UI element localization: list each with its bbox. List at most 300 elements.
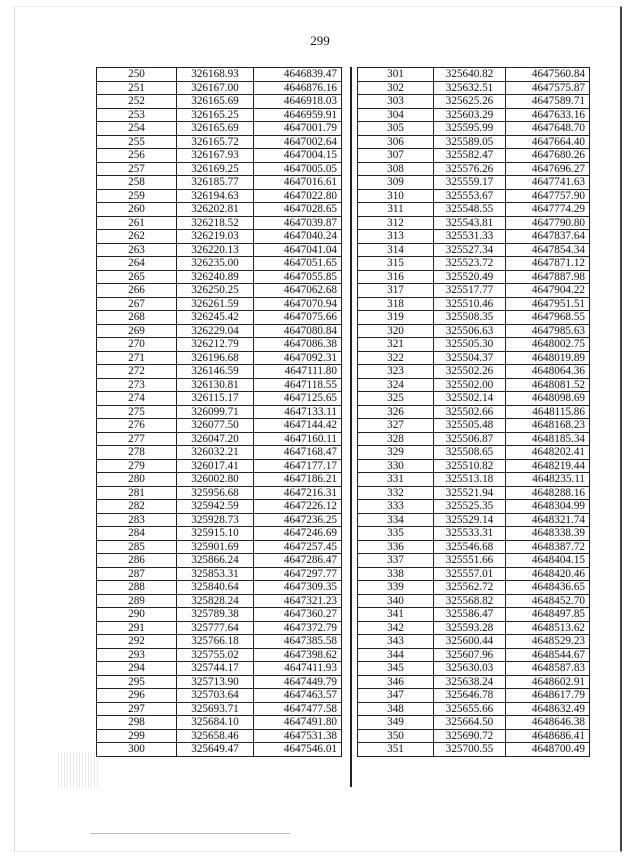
point-number-cell: 332 bbox=[358, 486, 434, 500]
table-row bbox=[358, 689, 590, 703]
table-row bbox=[97, 243, 342, 257]
y-coordinate-cell: 4647648.70 bbox=[506, 122, 590, 136]
x-coordinate-cell: 326235.00 bbox=[177, 257, 254, 271]
x-coordinate-cell: 326130.81 bbox=[177, 378, 254, 392]
y-coordinate-cell: 4647477.58 bbox=[254, 702, 342, 716]
x-coordinate-cell: 326099.71 bbox=[177, 405, 254, 419]
table-row bbox=[358, 567, 590, 581]
y-coordinate-cell: 4647075.66 bbox=[254, 311, 342, 325]
point-number-cell: 330 bbox=[358, 459, 434, 473]
y-coordinate-cell: 4648321.74 bbox=[506, 513, 590, 527]
table-row bbox=[97, 230, 342, 244]
table-row bbox=[358, 486, 590, 500]
point-number-cell: 278 bbox=[97, 446, 177, 460]
table-row bbox=[358, 675, 590, 689]
table-row bbox=[97, 486, 342, 500]
x-coordinate-cell: 325600.44 bbox=[434, 635, 506, 649]
table-row bbox=[97, 297, 342, 311]
x-coordinate-cell: 326169.25 bbox=[177, 162, 254, 176]
x-coordinate-cell: 325649.47 bbox=[177, 743, 254, 757]
point-number-cell: 338 bbox=[358, 567, 434, 581]
y-coordinate-cell: 4648686.41 bbox=[506, 729, 590, 743]
point-number-cell: 315 bbox=[358, 257, 434, 271]
point-number-cell: 267 bbox=[97, 297, 177, 311]
point-number-cell: 339 bbox=[358, 581, 434, 595]
point-number-cell: 337 bbox=[358, 554, 434, 568]
y-coordinate-cell: 4648115.86 bbox=[506, 405, 590, 419]
y-coordinate-cell: 4647118.55 bbox=[254, 378, 342, 392]
y-coordinate-cell: 4646839.47 bbox=[254, 68, 342, 82]
table-row bbox=[97, 135, 342, 149]
x-coordinate-cell: 326146.59 bbox=[177, 365, 254, 379]
table-row bbox=[97, 689, 342, 703]
table-row bbox=[97, 203, 342, 217]
table-row bbox=[358, 729, 590, 743]
table-row bbox=[358, 554, 590, 568]
x-coordinate-cell: 325531.33 bbox=[434, 230, 506, 244]
point-number-cell: 275 bbox=[97, 405, 177, 419]
point-number-cell: 335 bbox=[358, 527, 434, 541]
y-coordinate-cell: 4647062.68 bbox=[254, 284, 342, 298]
point-number-cell: 336 bbox=[358, 540, 434, 554]
y-coordinate-cell: 4648185.34 bbox=[506, 432, 590, 446]
x-coordinate-cell: 325789.38 bbox=[177, 608, 254, 622]
table-row bbox=[97, 338, 342, 352]
y-coordinate-cell: 4648202.41 bbox=[506, 446, 590, 460]
x-coordinate-cell: 325866.24 bbox=[177, 554, 254, 568]
point-number-cell: 343 bbox=[358, 635, 434, 649]
point-number-cell: 253 bbox=[97, 108, 177, 122]
point-number-cell: 276 bbox=[97, 419, 177, 433]
point-number-cell: 312 bbox=[358, 216, 434, 230]
point-number-cell: 271 bbox=[97, 351, 177, 365]
table-row bbox=[358, 473, 590, 487]
y-coordinate-cell: 4647226.12 bbox=[254, 500, 342, 514]
x-coordinate-cell: 325548.55 bbox=[434, 203, 506, 217]
table-row bbox=[358, 68, 590, 82]
y-coordinate-cell: 4647546.01 bbox=[254, 743, 342, 757]
table-row bbox=[97, 743, 342, 757]
point-number-cell: 265 bbox=[97, 270, 177, 284]
point-number-cell: 286 bbox=[97, 554, 177, 568]
x-coordinate-cell: 325638.24 bbox=[434, 675, 506, 689]
point-number-cell: 254 bbox=[97, 122, 177, 136]
point-number-cell: 269 bbox=[97, 324, 177, 338]
x-coordinate-cell: 325502.26 bbox=[434, 365, 506, 379]
coordinates-table-right bbox=[357, 67, 590, 757]
point-number-cell: 347 bbox=[358, 689, 434, 703]
point-number-cell: 291 bbox=[97, 621, 177, 635]
y-coordinate-cell: 4647028.65 bbox=[254, 203, 342, 217]
y-coordinate-cell: 4648404.15 bbox=[506, 554, 590, 568]
x-coordinate-cell: 326196.68 bbox=[177, 351, 254, 365]
y-coordinate-cell: 4648700.49 bbox=[506, 743, 590, 757]
table-row bbox=[97, 581, 342, 595]
y-coordinate-cell: 4647449.79 bbox=[254, 675, 342, 689]
y-coordinate-cell: 4648420.46 bbox=[506, 567, 590, 581]
x-coordinate-cell: 326240.89 bbox=[177, 270, 254, 284]
point-number-cell: 341 bbox=[358, 608, 434, 622]
x-coordinate-cell: 325525.35 bbox=[434, 500, 506, 514]
point-number-cell: 256 bbox=[97, 149, 177, 163]
table-row bbox=[358, 621, 590, 635]
point-number-cell: 346 bbox=[358, 675, 434, 689]
point-number-cell: 314 bbox=[358, 243, 434, 257]
x-coordinate-cell: 325690.72 bbox=[434, 729, 506, 743]
y-coordinate-cell: 4647111.80 bbox=[254, 365, 342, 379]
table-row bbox=[358, 365, 590, 379]
table-row bbox=[97, 500, 342, 514]
table-row bbox=[358, 243, 590, 257]
table-row bbox=[358, 702, 590, 716]
x-coordinate-cell: 325559.17 bbox=[434, 176, 506, 190]
y-coordinate-cell: 4648064.36 bbox=[506, 365, 590, 379]
table-row bbox=[97, 176, 342, 190]
point-number-cell: 345 bbox=[358, 662, 434, 676]
point-number-cell: 297 bbox=[97, 702, 177, 716]
y-coordinate-cell: 4647411.93 bbox=[254, 662, 342, 676]
y-coordinate-cell: 4648632.49 bbox=[506, 702, 590, 716]
table-row bbox=[97, 189, 342, 203]
y-coordinate-cell: 4647696.27 bbox=[506, 162, 590, 176]
point-number-cell: 334 bbox=[358, 513, 434, 527]
point-number-cell: 323 bbox=[358, 365, 434, 379]
point-number-cell: 342 bbox=[358, 621, 434, 635]
y-coordinate-cell: 4647004.15 bbox=[254, 149, 342, 163]
point-number-cell: 299 bbox=[97, 729, 177, 743]
point-number-cell: 313 bbox=[358, 230, 434, 244]
point-number-cell: 300 bbox=[97, 743, 177, 757]
table-row bbox=[358, 284, 590, 298]
point-number-cell: 283 bbox=[97, 513, 177, 527]
table-row bbox=[358, 608, 590, 622]
y-coordinate-cell: 4648452.70 bbox=[506, 594, 590, 608]
y-coordinate-cell: 4647871.12 bbox=[506, 257, 590, 271]
y-coordinate-cell: 4647589.71 bbox=[506, 95, 590, 109]
y-coordinate-cell: 4647309.35 bbox=[254, 581, 342, 595]
table-row bbox=[358, 324, 590, 338]
x-coordinate-cell: 326185.77 bbox=[177, 176, 254, 190]
y-coordinate-cell: 4647236.25 bbox=[254, 513, 342, 527]
point-number-cell: 308 bbox=[358, 162, 434, 176]
x-coordinate-cell: 325521.94 bbox=[434, 486, 506, 500]
table-row bbox=[97, 419, 342, 433]
x-coordinate-cell: 326165.25 bbox=[177, 108, 254, 122]
point-number-cell: 252 bbox=[97, 95, 177, 109]
x-coordinate-cell: 325640.82 bbox=[434, 68, 506, 82]
x-coordinate-cell: 325582.47 bbox=[434, 149, 506, 163]
y-coordinate-cell: 4647968.55 bbox=[506, 311, 590, 325]
x-coordinate-cell: 326212.79 bbox=[177, 338, 254, 352]
y-coordinate-cell: 4646959.91 bbox=[254, 108, 342, 122]
point-number-cell: 287 bbox=[97, 567, 177, 581]
y-coordinate-cell: 4647531.38 bbox=[254, 729, 342, 743]
table-row bbox=[97, 473, 342, 487]
x-coordinate-cell: 325586.47 bbox=[434, 608, 506, 622]
point-number-cell: 294 bbox=[97, 662, 177, 676]
point-number-cell: 327 bbox=[358, 419, 434, 433]
y-coordinate-cell: 4648587.83 bbox=[506, 662, 590, 676]
point-number-cell: 292 bbox=[97, 635, 177, 649]
point-number-cell: 350 bbox=[358, 729, 434, 743]
x-coordinate-cell: 326245.42 bbox=[177, 311, 254, 325]
table-row bbox=[358, 648, 590, 662]
y-coordinate-cell: 4648019.89 bbox=[506, 351, 590, 365]
table-row bbox=[358, 203, 590, 217]
point-number-cell: 324 bbox=[358, 378, 434, 392]
y-coordinate-cell: 4647055.85 bbox=[254, 270, 342, 284]
y-coordinate-cell: 4647005.05 bbox=[254, 162, 342, 176]
x-coordinate-cell: 326167.93 bbox=[177, 149, 254, 163]
x-coordinate-cell: 326165.69 bbox=[177, 95, 254, 109]
x-coordinate-cell: 325593.28 bbox=[434, 621, 506, 635]
y-coordinate-cell: 4647790.80 bbox=[506, 216, 590, 230]
point-number-cell: 261 bbox=[97, 216, 177, 230]
point-number-cell: 303 bbox=[358, 95, 434, 109]
point-number-cell: 319 bbox=[358, 311, 434, 325]
point-number-cell: 321 bbox=[358, 338, 434, 352]
point-number-cell: 317 bbox=[358, 284, 434, 298]
point-number-cell: 311 bbox=[358, 203, 434, 217]
point-number-cell: 307 bbox=[358, 149, 434, 163]
x-coordinate-cell: 325513.18 bbox=[434, 473, 506, 487]
x-coordinate-cell: 325505.30 bbox=[434, 338, 506, 352]
x-coordinate-cell: 325568.82 bbox=[434, 594, 506, 608]
point-number-cell: 270 bbox=[97, 338, 177, 352]
table-row bbox=[97, 432, 342, 446]
x-coordinate-cell: 325646.78 bbox=[434, 689, 506, 703]
x-coordinate-cell: 325502.00 bbox=[434, 378, 506, 392]
table-row bbox=[97, 446, 342, 460]
point-number-cell: 348 bbox=[358, 702, 434, 716]
x-coordinate-cell: 325546.68 bbox=[434, 540, 506, 554]
x-coordinate-cell: 325901.69 bbox=[177, 540, 254, 554]
y-coordinate-cell: 4647001.79 bbox=[254, 122, 342, 136]
x-coordinate-cell: 325520.49 bbox=[434, 270, 506, 284]
point-number-cell: 333 bbox=[358, 500, 434, 514]
table-row bbox=[97, 351, 342, 365]
y-coordinate-cell: 4647837.64 bbox=[506, 230, 590, 244]
y-coordinate-cell: 4647246.69 bbox=[254, 527, 342, 541]
y-coordinate-cell: 4647133.11 bbox=[254, 405, 342, 419]
y-coordinate-cell: 4648529.23 bbox=[506, 635, 590, 649]
y-coordinate-cell: 4647664.40 bbox=[506, 135, 590, 149]
point-number-cell: 290 bbox=[97, 608, 177, 622]
y-coordinate-cell: 4647491.80 bbox=[254, 716, 342, 730]
table-row bbox=[358, 176, 590, 190]
point-number-cell: 318 bbox=[358, 297, 434, 311]
table-row bbox=[358, 662, 590, 676]
x-coordinate-cell: 326229.04 bbox=[177, 324, 254, 338]
table-row bbox=[358, 446, 590, 460]
column-divider bbox=[350, 67, 352, 787]
y-coordinate-cell: 4648646.38 bbox=[506, 716, 590, 730]
y-coordinate-cell: 4647887.98 bbox=[506, 270, 590, 284]
x-coordinate-cell: 326165.69 bbox=[177, 122, 254, 136]
x-coordinate-cell: 325508.65 bbox=[434, 446, 506, 460]
table-row bbox=[97, 324, 342, 338]
y-coordinate-cell: 4647257.45 bbox=[254, 540, 342, 554]
y-coordinate-cell: 4647070.94 bbox=[254, 297, 342, 311]
table-row bbox=[358, 297, 590, 311]
x-coordinate-cell: 325504.37 bbox=[434, 351, 506, 365]
point-number-cell: 344 bbox=[358, 648, 434, 662]
y-coordinate-cell: 4647092.31 bbox=[254, 351, 342, 365]
x-coordinate-cell: 326168.93 bbox=[177, 68, 254, 82]
table-row bbox=[358, 230, 590, 244]
y-coordinate-cell: 4648338.39 bbox=[506, 527, 590, 541]
y-coordinate-cell: 4647297.77 bbox=[254, 567, 342, 581]
x-coordinate-cell: 325853.31 bbox=[177, 567, 254, 581]
y-coordinate-cell: 4647575.87 bbox=[506, 81, 590, 95]
x-coordinate-cell: 325589.05 bbox=[434, 135, 506, 149]
point-number-cell: 257 bbox=[97, 162, 177, 176]
x-coordinate-cell: 325655.66 bbox=[434, 702, 506, 716]
x-coordinate-cell: 325607.96 bbox=[434, 648, 506, 662]
x-coordinate-cell: 326032.21 bbox=[177, 446, 254, 460]
x-coordinate-cell: 326165.72 bbox=[177, 135, 254, 149]
y-coordinate-cell: 4648617.79 bbox=[506, 689, 590, 703]
x-coordinate-cell: 326167.00 bbox=[177, 81, 254, 95]
point-number-cell: 274 bbox=[97, 392, 177, 406]
x-coordinate-cell: 325508.35 bbox=[434, 311, 506, 325]
y-coordinate-cell: 4647904.22 bbox=[506, 284, 590, 298]
y-coordinate-cell: 4648387.72 bbox=[506, 540, 590, 554]
point-number-cell: 250 bbox=[97, 68, 177, 82]
y-coordinate-cell: 4647741.63 bbox=[506, 176, 590, 190]
x-coordinate-cell: 325523.72 bbox=[434, 257, 506, 271]
y-coordinate-cell: 4648513.62 bbox=[506, 621, 590, 635]
x-coordinate-cell: 325603.29 bbox=[434, 108, 506, 122]
x-coordinate-cell: 325928.73 bbox=[177, 513, 254, 527]
table-row bbox=[358, 135, 590, 149]
y-coordinate-cell: 4647051.65 bbox=[254, 257, 342, 271]
table-row bbox=[358, 405, 590, 419]
x-coordinate-cell: 326002.80 bbox=[177, 473, 254, 487]
x-coordinate-cell: 325625.26 bbox=[434, 95, 506, 109]
coordinates-table-left bbox=[96, 67, 342, 757]
table-row bbox=[97, 567, 342, 581]
footer-rule bbox=[90, 833, 290, 834]
x-coordinate-cell: 325553.67 bbox=[434, 189, 506, 203]
table-row bbox=[97, 122, 342, 136]
table-row bbox=[97, 648, 342, 662]
table-row bbox=[97, 716, 342, 730]
x-coordinate-cell: 325502.66 bbox=[434, 405, 506, 419]
table-row bbox=[358, 513, 590, 527]
x-coordinate-cell: 325505.48 bbox=[434, 419, 506, 433]
y-coordinate-cell: 4647757.90 bbox=[506, 189, 590, 203]
x-coordinate-cell: 326115.17 bbox=[177, 392, 254, 406]
point-number-cell: 272 bbox=[97, 365, 177, 379]
y-coordinate-cell: 4647216.31 bbox=[254, 486, 342, 500]
y-coordinate-cell: 4646918.03 bbox=[254, 95, 342, 109]
y-coordinate-cell: 4647002.64 bbox=[254, 135, 342, 149]
point-number-cell: 264 bbox=[97, 257, 177, 271]
table-row bbox=[358, 419, 590, 433]
point-number-cell: 351 bbox=[358, 743, 434, 757]
table-row bbox=[97, 459, 342, 473]
y-coordinate-cell: 4647168.47 bbox=[254, 446, 342, 460]
point-number-cell: 301 bbox=[358, 68, 434, 82]
table-row bbox=[97, 216, 342, 230]
table-row bbox=[97, 594, 342, 608]
x-coordinate-cell: 325543.81 bbox=[434, 216, 506, 230]
y-coordinate-cell: 4647360.27 bbox=[254, 608, 342, 622]
point-number-cell: 349 bbox=[358, 716, 434, 730]
table-row bbox=[97, 702, 342, 716]
table-row bbox=[358, 216, 590, 230]
y-coordinate-cell: 4647385.58 bbox=[254, 635, 342, 649]
x-coordinate-cell: 325562.72 bbox=[434, 581, 506, 595]
table-row bbox=[358, 149, 590, 163]
table-row bbox=[97, 608, 342, 622]
y-coordinate-cell: 4648602.91 bbox=[506, 675, 590, 689]
point-number-cell: 258 bbox=[97, 176, 177, 190]
point-number-cell: 288 bbox=[97, 581, 177, 595]
table-row bbox=[97, 270, 342, 284]
y-coordinate-cell: 4647398.62 bbox=[254, 648, 342, 662]
point-number-cell: 328 bbox=[358, 432, 434, 446]
x-coordinate-cell: 325595.99 bbox=[434, 122, 506, 136]
y-coordinate-cell: 4647774.29 bbox=[506, 203, 590, 217]
x-coordinate-cell: 325527.34 bbox=[434, 243, 506, 257]
x-coordinate-cell: 325517.77 bbox=[434, 284, 506, 298]
table-row bbox=[97, 108, 342, 122]
point-number-cell: 273 bbox=[97, 378, 177, 392]
x-coordinate-cell: 325956.68 bbox=[177, 486, 254, 500]
x-coordinate-cell: 326250.25 bbox=[177, 284, 254, 298]
point-number-cell: 266 bbox=[97, 284, 177, 298]
y-coordinate-cell: 4647372.79 bbox=[254, 621, 342, 635]
point-number-cell: 305 bbox=[358, 122, 434, 136]
x-coordinate-cell: 325632.51 bbox=[434, 81, 506, 95]
x-coordinate-cell: 325510.82 bbox=[434, 459, 506, 473]
x-coordinate-cell: 325828.24 bbox=[177, 594, 254, 608]
x-coordinate-cell: 325576.26 bbox=[434, 162, 506, 176]
table-row bbox=[358, 162, 590, 176]
table-row bbox=[97, 392, 342, 406]
x-coordinate-cell: 325533.31 bbox=[434, 527, 506, 541]
point-number-cell: 322 bbox=[358, 351, 434, 365]
table-row bbox=[358, 95, 590, 109]
x-coordinate-cell: 326261.59 bbox=[177, 297, 254, 311]
x-coordinate-cell: 325840.64 bbox=[177, 581, 254, 595]
point-number-cell: 310 bbox=[358, 189, 434, 203]
x-coordinate-cell: 326219.03 bbox=[177, 230, 254, 244]
point-number-cell: 279 bbox=[97, 459, 177, 473]
table-row bbox=[97, 554, 342, 568]
y-coordinate-cell: 4647321.23 bbox=[254, 594, 342, 608]
point-number-cell: 285 bbox=[97, 540, 177, 554]
y-coordinate-cell: 4648219.44 bbox=[506, 459, 590, 473]
x-coordinate-cell: 325755.02 bbox=[177, 648, 254, 662]
y-coordinate-cell: 4648235.11 bbox=[506, 473, 590, 487]
table-row bbox=[358, 716, 590, 730]
point-number-cell: 295 bbox=[97, 675, 177, 689]
point-number-cell: 298 bbox=[97, 716, 177, 730]
table-row bbox=[358, 743, 590, 757]
table-row bbox=[358, 500, 590, 514]
table-row bbox=[97, 257, 342, 271]
point-number-cell: 282 bbox=[97, 500, 177, 514]
x-coordinate-cell: 325506.63 bbox=[434, 324, 506, 338]
page-number: 299 bbox=[310, 33, 330, 48]
x-coordinate-cell: 325777.64 bbox=[177, 621, 254, 635]
margin-stamp-mark bbox=[58, 752, 98, 788]
point-number-cell: 293 bbox=[97, 648, 177, 662]
x-coordinate-cell: 325713.90 bbox=[177, 675, 254, 689]
